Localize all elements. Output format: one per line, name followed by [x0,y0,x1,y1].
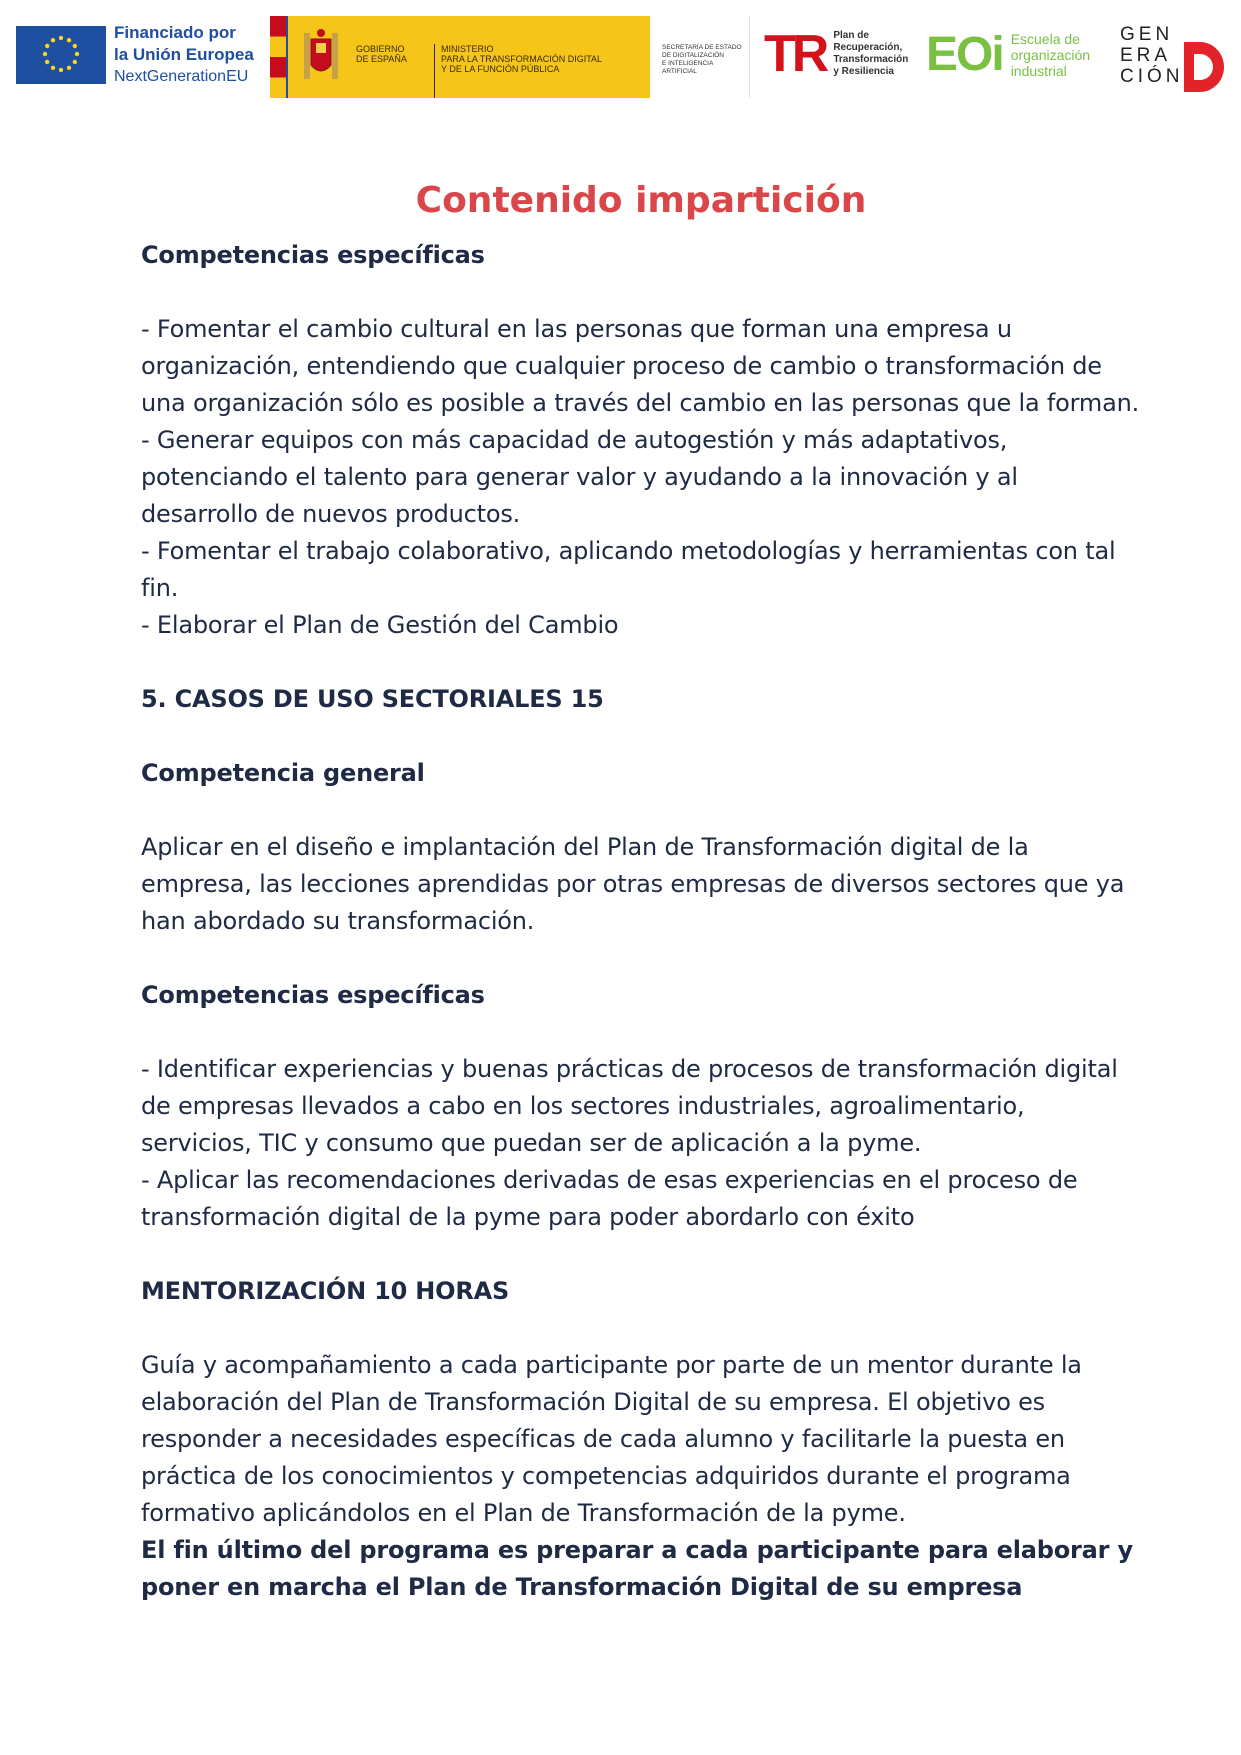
heading-competencias-especificas-2: Competencias específicas [141,981,485,1009]
list-item: - Fomentar el cambio cultural en las personas que forman una empresa u organización, entendiendo que cualquier proceso de cambio o transformación de una organización sólo es posible a través del cambio en las personas que la forman. [141,315,1140,417]
page-title: Contenido impartición [415,180,867,221]
prtr-line1: Plan de [833,30,869,41]
heading-competencias-especificas-1: Competencias específicas [141,241,485,269]
gobierno-logo [270,16,650,98]
general-paragraph: Aplicar en el diseño e implantación del Plan de Transformación digital de la empresa, las lecciones aprendidas por otras empresas de diversos sectores que ya han abordado su transformación. [141,833,1125,935]
gen-line2: ERA [1120,45,1172,66]
mentor-paragraph: Guía y acompañamiento a cada participante por parte de un mentor durante la elaboración del Plan de Transformación Digital de su empresa. El objetivo es responder a necesidades específicas de cada alumno y facilitarle la puesta en práctica de los conocimientos y competencias adquiridos durante el programa formativo aplicándolos en el Plan de Transformación de la pyme. [141,1351,1082,1527]
mentorizacion-heading: MENTORIZACIÓN 10 HORAS [141,1277,510,1305]
eu-flag-icon [16,26,106,84]
eoi-logo [926,30,1090,80]
gen-line3: CIÓN [1120,66,1184,87]
generacion-d-icon [1180,38,1226,96]
list-item: - Elaborar el Plan de Gestión del Cambio [141,611,619,639]
document-body [141,180,1141,1606]
gen-line1: GEN [1120,24,1174,45]
prtr-line3: Transformación [833,54,909,65]
eu-line2: la Unión Europea [114,45,254,64]
prtr-logo [764,25,909,83]
prtr-mark: TR [764,25,826,83]
eu-logo [16,22,254,88]
generacion-logo [1120,24,1226,98]
spain-flag-stripe [270,16,286,98]
list-item: - Fomentar el trabajo colaborativo, aplicando metodologías y herramientas con tal fin. [141,537,1116,602]
final-statement: El fin último del programa es preparar a cada participante para elaborar y poner en marcha el Plan de Transformación Digital de su empresa [141,1536,1133,1601]
header-logos [16,14,1226,100]
eoi-line3: industrial [1010,63,1067,79]
list-item: - Generar equipos con más capacidad de autogestión y más adaptativos, potenciando el talento para generar valor y ayudando a la innovación y al desarrollo de nuevos productos. [141,426,1018,528]
ministerio-text: MINISTERIO PARA LA TRANSFORMACIÓN DIGITAL Y DE LA FUNCIÓN PÚBLICA [434,44,609,98]
list-item: - Aplicar las recomendaciones derivadas de esas experiencias en el proceso de transformación digital de la pyme para poder abordarlo con éxito [141,1166,1078,1231]
heading-competencia-general: Competencia general [141,759,425,787]
prtr-line4: y Resiliencia [833,66,894,77]
eoi-mark: EOi [926,28,1003,81]
list-item: - Identificar experiencias y buenas prácticas de procesos de transformación digital de empresas llevados a cabo en los sectores industriales, agroalimentario, servicios, TIC y consumo que puedan ser de aplicación a la pyme. [141,1055,1118,1157]
secretaria-text: SECRETARÍA DE ESTADO DE DIGITALIZACIÓN E INTELIGENCIA ARTIFICIAL [656,16,750,98]
prtr-line2: Recuperación, [833,42,903,53]
eoi-line2: organización [1010,47,1091,63]
spain-shield-icon [286,16,356,98]
eu-line3: NextGenerationEU [114,68,249,85]
eu-line1: Financiado por [114,23,236,42]
gobierno-text: GOBIERNO DE ESPAÑA [356,44,407,64]
eoi-line1: Escuela de [1010,31,1080,47]
section-5-heading: 5. CASOS DE USO SECTORIALES 15 [141,685,604,713]
